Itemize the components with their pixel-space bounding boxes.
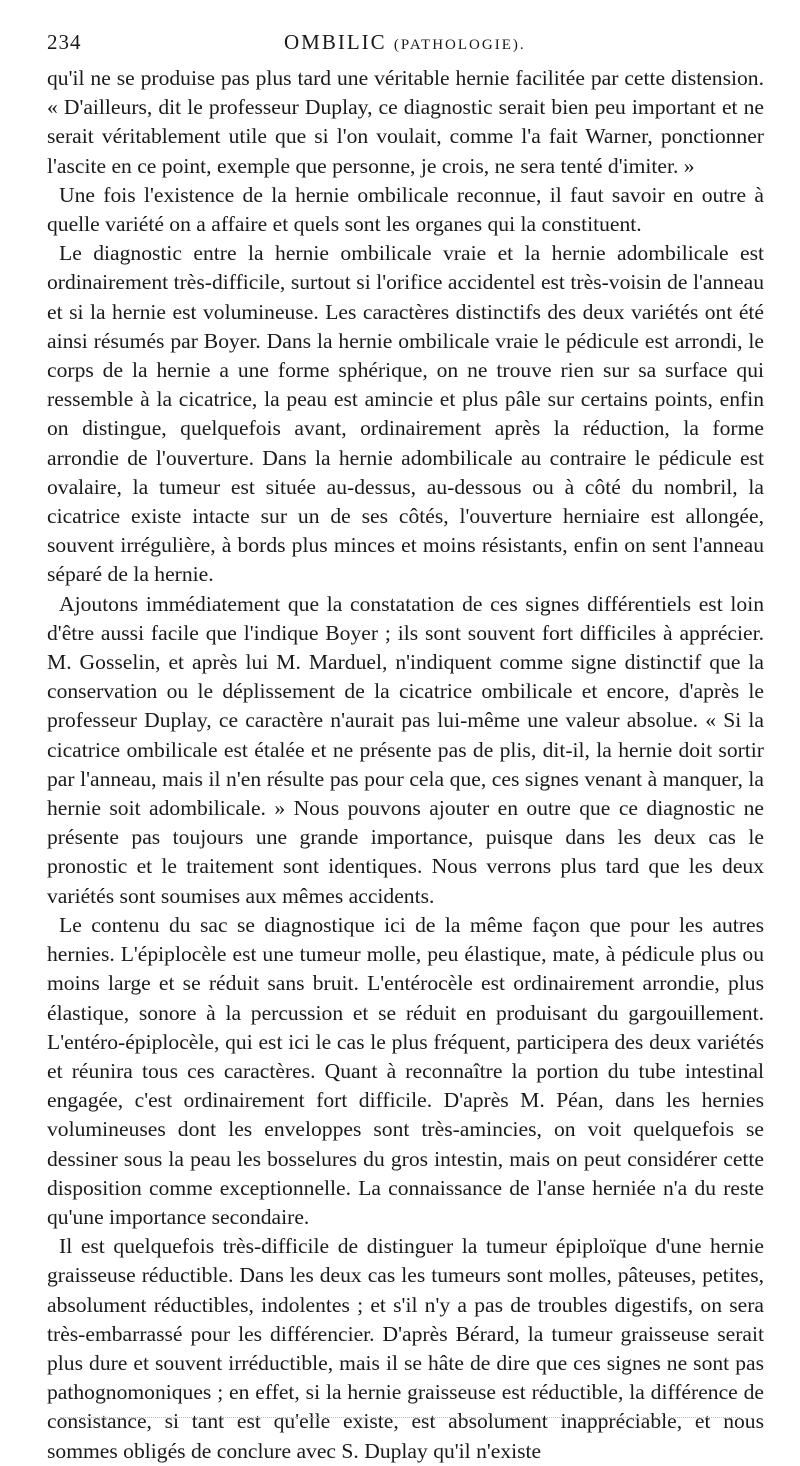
- paragraph: qu'il ne se produise pas plus tard une véritable hernie facilitée par cette distension. « D'ailleurs, dit le professeur Duplay, ce diagnostic serait bien peu important et ne serait véritablement utile que si l'on voulait, comme l'a fait Warner, ponctionner l'ascite en ce point, exemple que personne, je crois, ne sera tenté d'imiter. »: [47, 66, 764, 178]
- page-header: [47, 24, 764, 64]
- running-head: [284, 30, 526, 55]
- running-head-subtitle: (PATHOLOGIE).: [393, 37, 526, 53]
- page-number: 234: [47, 30, 82, 54]
- footer-rule: [60, 1417, 740, 1418]
- body-text: [47, 64, 764, 1466]
- paragraph: Le contenu du sac se diagnostique ici de la même façon que pour les autres hernies. L'épiplocèle est une tumeur molle, peu élastique, mate, à pédicule plus ou moins large et se réduit sans bruit. L'entérocèle est ordinairement arrondie, plus élastique, sonore à la percussion et se réduit en produisant du gargouillement. L'entéro-épiplocèle, qui est ici le cas le plus fréquent, participera des deux variétés et réunira tous ces caractères. Quant à reconnaître la portion du tube intestinal engagée, c'est ordinairement fort difficile. D'après M. Péan, dans les hernies volumineuses dont les enveloppes sont très-amincies, on voit quelquefois se dessiner sous la peau les bosselures du gros intestin, mais on peut considérer cette disposition comme exceptionnelle. La connaissance de l'anse herniée n'a du reste qu'une importance secondaire.: [47, 912, 764, 1229]
- paragraph: Il est quelquefois très-difficile de distinguer la tumeur épiploïque d'une hernie graisseuse réductible. Dans les deux cas les tumeurs sont molles, pâteuses, petites, absolument réductibles, indolentes ; et s'il n'y a pas de troubles digestifs, on sera très-embarrassé pour les différencier. D'après Bérard, la tumeur graisseuse serait plus dure et souvent irréductible, mais il se hâte de dire que ces signes ne sont pas pathognomoniques ; en effet, si la hernie graisseuse est réductible, la différence de consistance, si tant est qu'elle existe, est absolument inappréciable, et nous sommes obligés de conclure avec S. Duplay qu'il n'existe: [47, 1234, 764, 1463]
- paragraph: Ajoutons immédiatement que la constatation de ces signes différentiels est loin d'être aussi facile que l'indique Boyer ; ils sont souvent fort difficiles à apprécier. M. Gosselin, et après lui M. Marduel, n'indiquent comme signe distinctif que la conservation ou le déplissement de la cicatrice ombilicale et encore, d'après le professeur Duplay, ce caractère n'aurait pas lui-même une valeur absolue. « Si la cicatrice ombilicale est étalée et ne présente pas de plis, dit-il, la hernie doit sortir par l'anneau, mais il n'en résulte pas pour cela que, ces signes venant à manquer, la hernie soit adombilicale. » Nous pouvons ajouter en outre que ce diagnostic ne présente pas toujours une grande importance, puisque dans les deux cas le pronostic et le traitement sont identiques. Nous verrons plus tard que les deux variétés sont soumises aux mêmes accidents.: [47, 591, 764, 908]
- paragraph: Une fois l'existence de la hernie ombilicale reconnue, il faut savoir en outre à quelle variété on a affaire et quels sont les organes qui la constituent.: [47, 182, 764, 237]
- paragraph: Le diagnostic entre la hernie ombilicale vraie et la hernie adombilicale est ordinairement très-difficile, surtout si l'orifice accidentel est très-voisin de l'anneau et si la hernie est volumineuse. Les caractères distinctifs des deux variétés ont été ainsi résumés par Boyer. Dans la hernie ombilicale vraie le pédicule est arrondi, le corps de la hernie a une forme sphérique, on ne trouve rien sur sa surface qui ressemble à la cicatrice, la peau est amincie et plus pâle sur certains points, enfin on distingue, quelquefois avant, ordinairement après la réduction, la forme arrondie de l'ouverture. Dans la hernie adombilicale au contraire le pédicule est ovalaire, la tumeur est située au-dessus, au-dessous ou à côté du nombril, la cicatrice existe intacte sur un de ses côtés, l'ouverture herniaire est allongée, souvent irrégulière, à bords plus minces et moins résistants, enfin on sent l'anneau séparé de la hernie.: [47, 241, 764, 587]
- running-head-title: OMBILIC: [284, 30, 387, 54]
